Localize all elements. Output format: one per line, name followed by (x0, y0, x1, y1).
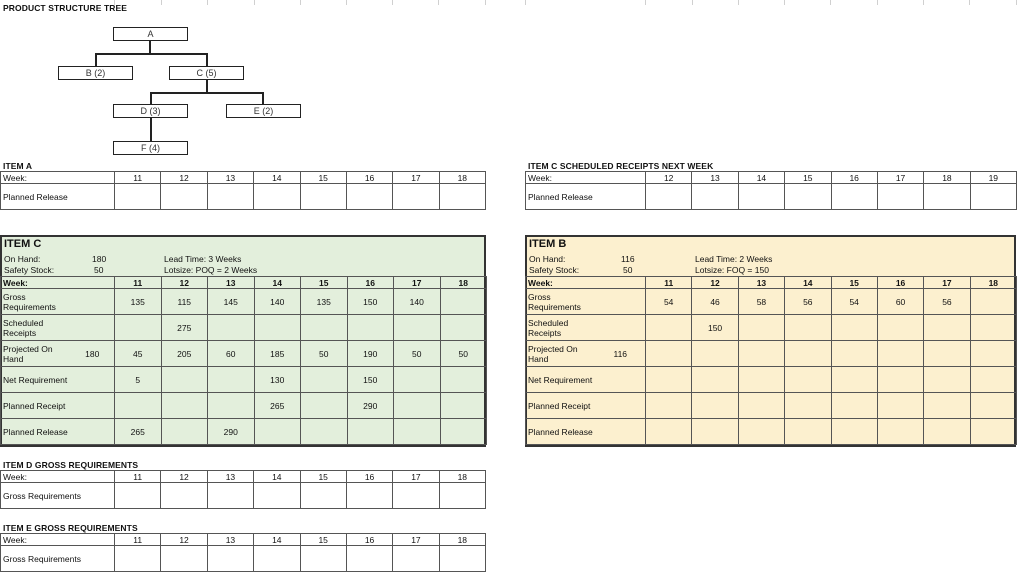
value-cell (646, 341, 692, 367)
value-cell (924, 367, 970, 393)
initial-cell (596, 393, 646, 419)
value-cell (924, 419, 970, 445)
item-b-title: ITEM B (529, 238, 567, 250)
value-cell (692, 367, 738, 393)
value-cell (831, 184, 877, 210)
mrp-row (1, 184, 486, 210)
value-cell (115, 546, 161, 572)
value-cell (440, 289, 487, 315)
initial-cell (596, 315, 646, 341)
value-cell (115, 483, 161, 509)
week-header: 15 (300, 534, 346, 546)
value-cell (115, 393, 162, 419)
value-cell (692, 419, 738, 445)
value-cell (161, 419, 208, 445)
value-cell (161, 367, 208, 393)
value-cell (440, 419, 487, 445)
value-cell: 145 (208, 289, 255, 315)
value-cell: 205 (161, 341, 208, 367)
week-header: 16 (347, 277, 394, 289)
item-d-title: ITEM D GROSS REQUIREMENTS (3, 460, 139, 470)
tree-node-d: D (3) (113, 104, 188, 118)
week-row (1, 172, 486, 184)
value-cell: 140 (394, 289, 441, 315)
value-cell (301, 393, 348, 419)
value-cell: 130 (254, 367, 301, 393)
tree-connector (206, 80, 208, 92)
mrp-row (1, 341, 487, 367)
mrp-row (1, 289, 487, 315)
item-b-on-hand: 116 (621, 254, 635, 264)
row-label: Projected On Hand (526, 341, 596, 367)
value-cell (439, 483, 485, 509)
gridline-stub (877, 0, 878, 5)
value-cell (161, 483, 207, 509)
tree-node-a: A (113, 27, 188, 41)
week-label: Week: (1, 172, 115, 184)
row-label: Gross Requirements (1, 546, 115, 572)
mrp-row (1, 419, 487, 445)
value-cell (394, 315, 441, 341)
value-cell (393, 483, 439, 509)
week-header: 13 (207, 471, 253, 483)
value-cell (738, 184, 784, 210)
week-header: 15 (831, 277, 877, 289)
week-header: 16 (346, 172, 392, 184)
week-header: 17 (877, 172, 923, 184)
value-cell: 135 (115, 289, 162, 315)
value-cell: 265 (254, 393, 301, 419)
tree-node-b: B (2) (58, 66, 133, 80)
value-cell (692, 341, 738, 367)
item-c-title: ITEM C (4, 238, 42, 250)
value-cell (439, 546, 485, 572)
week-header: 15 (301, 277, 348, 289)
gridline-stub (161, 0, 162, 5)
week-header: 18 (970, 277, 1016, 289)
value-cell: 50 (394, 341, 441, 367)
week-row (1, 471, 486, 483)
value-cell (208, 393, 255, 419)
item-b-safety: 50 (623, 265, 633, 275)
row-label: Planned Release (526, 184, 646, 210)
week-header: 11 (115, 172, 161, 184)
mrp-row (526, 184, 1017, 210)
week-header: 13 (208, 277, 255, 289)
value-cell (738, 419, 784, 445)
week-header: 16 (877, 277, 923, 289)
gridline-stub (525, 0, 526, 5)
value-cell: 54 (646, 289, 692, 315)
tree-title: PRODUCT STRUCTURE TREE (3, 3, 128, 13)
tree-connector (262, 92, 264, 104)
gridline-stub (300, 0, 301, 5)
mrp-row (526, 419, 1017, 445)
mrp-row (526, 289, 1017, 315)
tree-connector (206, 53, 208, 66)
value-cell (970, 315, 1016, 341)
mrp-row (526, 367, 1017, 393)
row-label: Planned Release (1, 184, 115, 210)
value-cell: 115 (161, 289, 208, 315)
tree-node-c: C (5) (169, 66, 244, 80)
week-header: 12 (692, 277, 738, 289)
week-label: Week: (1, 277, 71, 289)
week-header: 17 (393, 471, 439, 483)
value-cell (831, 367, 877, 393)
value-cell (393, 546, 439, 572)
gridline-stub (969, 0, 970, 5)
value-cell (785, 367, 831, 393)
value-cell (646, 315, 692, 341)
week-header: 17 (394, 277, 441, 289)
value-cell (439, 184, 485, 210)
week-header: 16 (346, 534, 392, 546)
value-cell: 150 (347, 367, 394, 393)
week-header: 12 (161, 277, 208, 289)
week-header: 18 (439, 172, 485, 184)
value-cell: 50 (301, 341, 348, 367)
value-cell (208, 367, 255, 393)
item-b-on-hand-label: On Hand: (529, 254, 566, 264)
week-header: 15 (785, 172, 831, 184)
value-cell (207, 546, 253, 572)
value-cell (877, 367, 923, 393)
value-cell (346, 184, 392, 210)
value-cell (347, 315, 394, 341)
value-cell (970, 341, 1016, 367)
value-cell (393, 184, 439, 210)
initial-cell (596, 277, 646, 289)
value-cell (440, 315, 487, 341)
row-label: Projected On Hand (1, 341, 71, 367)
gridline-stub (738, 0, 739, 5)
value-cell (646, 419, 692, 445)
week-header: 12 (161, 534, 207, 546)
week-header: 18 (440, 277, 487, 289)
value-cell (254, 419, 301, 445)
row-label: Planned Release (526, 419, 596, 445)
value-cell (970, 184, 1016, 210)
initial-cell: 180 (71, 341, 115, 367)
value-cell (877, 184, 923, 210)
value-cell (738, 393, 784, 419)
initial-cell (71, 289, 115, 315)
value-cell: 150 (692, 315, 738, 341)
value-cell (208, 315, 255, 341)
value-cell (254, 546, 300, 572)
value-cell (831, 393, 877, 419)
value-cell (831, 315, 877, 341)
week-header: 16 (346, 471, 392, 483)
tree-connector (149, 41, 151, 53)
week-header: 11 (115, 534, 161, 546)
item-c-on-hand-label: On Hand: (4, 254, 41, 264)
value-cell (394, 419, 441, 445)
row-label: Planned Release (1, 419, 71, 445)
item-b-lead-time: Lead Time: 2 Weeks (695, 254, 773, 264)
week-label: Week: (526, 172, 646, 184)
value-cell: 45 (115, 341, 162, 367)
value-cell (115, 315, 162, 341)
value-cell (924, 341, 970, 367)
value-cell (346, 546, 392, 572)
week-row (1, 277, 487, 289)
value-cell: 135 (301, 289, 348, 315)
value-cell (161, 546, 207, 572)
value-cell: 5 (115, 367, 162, 393)
value-cell (877, 341, 923, 367)
gridline-stub (346, 0, 347, 5)
week-header: 12 (161, 471, 207, 483)
item-c-panel (0, 235, 486, 447)
value-cell (646, 367, 692, 393)
week-header: 14 (785, 277, 831, 289)
mrp-row (1, 393, 487, 419)
value-cell (785, 393, 831, 419)
item-b-panel (525, 235, 1016, 447)
item-c-sched-title: ITEM C SCHEDULED RECEIPTS NEXT WEEK (528, 161, 714, 171)
gridline-stub (784, 0, 785, 5)
value-cell (207, 184, 253, 210)
value-cell (738, 315, 784, 341)
value-cell (161, 393, 208, 419)
value-cell: 290 (208, 419, 255, 445)
row-label: Planned Receipt (1, 393, 71, 419)
value-cell (785, 341, 831, 367)
gridline-stub (392, 0, 393, 5)
initial-cell (71, 367, 115, 393)
tree-connector (150, 92, 152, 104)
row-label: Gross Requirements (1, 483, 115, 509)
value-cell (300, 184, 346, 210)
value-cell: 60 (208, 341, 255, 367)
item-c-lead-time: Lead Time: 3 Weeks (164, 254, 242, 264)
tree-node-e: E (2) (226, 104, 301, 118)
row-label: Planned Receipt (526, 393, 596, 419)
value-cell (207, 483, 253, 509)
week-header: 19 (970, 172, 1016, 184)
value-cell (877, 419, 923, 445)
mrp-row (1, 483, 486, 509)
value-cell: 140 (254, 289, 301, 315)
week-header: 13 (207, 172, 253, 184)
value-cell (254, 184, 300, 210)
item-b-lotsize: Lotsize: FOQ = 150 (695, 265, 769, 275)
item-c-table (0, 276, 487, 445)
week-header: 14 (254, 534, 300, 546)
tree-connector (95, 53, 207, 55)
value-cell (300, 546, 346, 572)
row-label: Net Requirement (1, 367, 71, 393)
value-cell (301, 419, 348, 445)
value-cell: 275 (161, 315, 208, 341)
value-cell (692, 184, 738, 210)
value-cell (394, 367, 441, 393)
item-c-sched-table (525, 171, 1017, 210)
week-header: 16 (831, 172, 877, 184)
mrp-row (1, 367, 487, 393)
week-header: 13 (207, 534, 253, 546)
mrp-row (526, 341, 1017, 367)
value-cell (877, 393, 923, 419)
value-cell (924, 393, 970, 419)
item-e-title: ITEM E GROSS REQUIREMENTS (3, 523, 138, 533)
week-row (1, 534, 486, 546)
value-cell: 265 (115, 419, 162, 445)
value-cell (301, 315, 348, 341)
value-cell (785, 419, 831, 445)
mrp-row (1, 315, 487, 341)
value-cell (254, 315, 301, 341)
item-c-safety: 50 (94, 265, 104, 275)
initial-cell (71, 315, 115, 341)
gridline-stub (485, 0, 486, 5)
row-label: Scheduled Receipts (526, 315, 596, 341)
week-header: 18 (439, 471, 485, 483)
value-cell (440, 367, 487, 393)
value-cell (346, 483, 392, 509)
week-header: 12 (646, 172, 692, 184)
value-cell: 185 (254, 341, 301, 367)
tree-connector (150, 92, 263, 94)
row-label: Net Requirement (526, 367, 596, 393)
value-cell: 190 (347, 341, 394, 367)
item-c-on-hand: 180 (92, 254, 107, 264)
week-header: 14 (254, 471, 300, 483)
value-cell (301, 367, 348, 393)
initial-cell (71, 419, 115, 445)
week-header: 11 (646, 277, 692, 289)
value-cell (738, 367, 784, 393)
initial-cell (596, 289, 646, 315)
row-label: Gross Requirements (1, 289, 71, 315)
value-cell (300, 483, 346, 509)
value-cell (161, 184, 207, 210)
gridline-stub (207, 0, 208, 5)
value-cell (440, 393, 487, 419)
initial-cell: 116 (596, 341, 646, 367)
initial-cell (71, 393, 115, 419)
value-cell (785, 184, 831, 210)
gridline-stub (254, 0, 255, 5)
mrp-row (526, 315, 1017, 341)
value-cell: 290 (347, 393, 394, 419)
initial-cell (596, 367, 646, 393)
tree-connector (150, 118, 152, 141)
value-cell (646, 184, 692, 210)
item-d-table (0, 470, 486, 509)
week-header: 11 (115, 471, 161, 483)
item-b-table (525, 276, 1017, 445)
initial-cell (71, 277, 115, 289)
gridline-stub (692, 0, 693, 5)
item-c-lotsize: Lotsize: POQ = 2 Weeks (164, 265, 258, 275)
value-cell (394, 393, 441, 419)
value-cell: 150 (347, 289, 394, 315)
value-cell (970, 289, 1016, 315)
week-label: Week: (1, 534, 115, 546)
value-cell (738, 341, 784, 367)
value-cell (254, 483, 300, 509)
week-label: Week: (526, 277, 596, 289)
item-a-table (0, 171, 486, 210)
row-label: Gross Requirements (526, 289, 596, 315)
gridline-stub (830, 0, 831, 5)
initial-cell (596, 419, 646, 445)
gridline-stub (923, 0, 924, 5)
mrp-row (526, 393, 1017, 419)
value-cell (924, 184, 970, 210)
week-header: 17 (924, 277, 970, 289)
week-label: Week: (1, 471, 115, 483)
gridline-stub (1016, 0, 1017, 5)
value-cell: 46 (692, 289, 738, 315)
value-cell (646, 393, 692, 419)
gridline-stub (438, 0, 439, 5)
value-cell (970, 393, 1016, 419)
value-cell (831, 341, 877, 367)
item-a-title: ITEM A (3, 161, 33, 171)
value-cell (692, 393, 738, 419)
week-row (526, 172, 1017, 184)
value-cell (831, 419, 877, 445)
week-header: 13 (692, 172, 738, 184)
week-header: 14 (254, 277, 301, 289)
item-c-safety-label: Safety Stock: (4, 265, 55, 275)
week-header: 15 (300, 172, 346, 184)
value-cell: 60 (877, 289, 923, 315)
week-header: 17 (393, 534, 439, 546)
week-header: 18 (439, 534, 485, 546)
tree-connector (95, 53, 97, 66)
gridline-stub (645, 0, 646, 5)
week-header: 12 (161, 172, 207, 184)
week-header: 11 (115, 277, 162, 289)
week-header: 13 (738, 277, 784, 289)
value-cell: 50 (440, 341, 487, 367)
week-header: 14 (738, 172, 784, 184)
week-header: 18 (924, 172, 970, 184)
week-row (526, 277, 1017, 289)
week-header: 15 (300, 471, 346, 483)
mrp-row (1, 546, 486, 572)
item-e-table (0, 533, 486, 572)
value-cell: 56 (785, 289, 831, 315)
tree-node-f: F (4) (113, 141, 188, 155)
value-cell (347, 419, 394, 445)
value-cell: 54 (831, 289, 877, 315)
week-header: 17 (393, 172, 439, 184)
item-b-safety-label: Safety Stock: (529, 265, 580, 275)
value-cell (115, 184, 161, 210)
week-header: 14 (254, 172, 300, 184)
value-cell (970, 419, 1016, 445)
value-cell (877, 315, 923, 341)
value-cell (785, 315, 831, 341)
value-cell: 58 (738, 289, 784, 315)
row-label: Scheduled Receipts (1, 315, 71, 341)
value-cell (924, 315, 970, 341)
value-cell (970, 367, 1016, 393)
value-cell: 56 (924, 289, 970, 315)
